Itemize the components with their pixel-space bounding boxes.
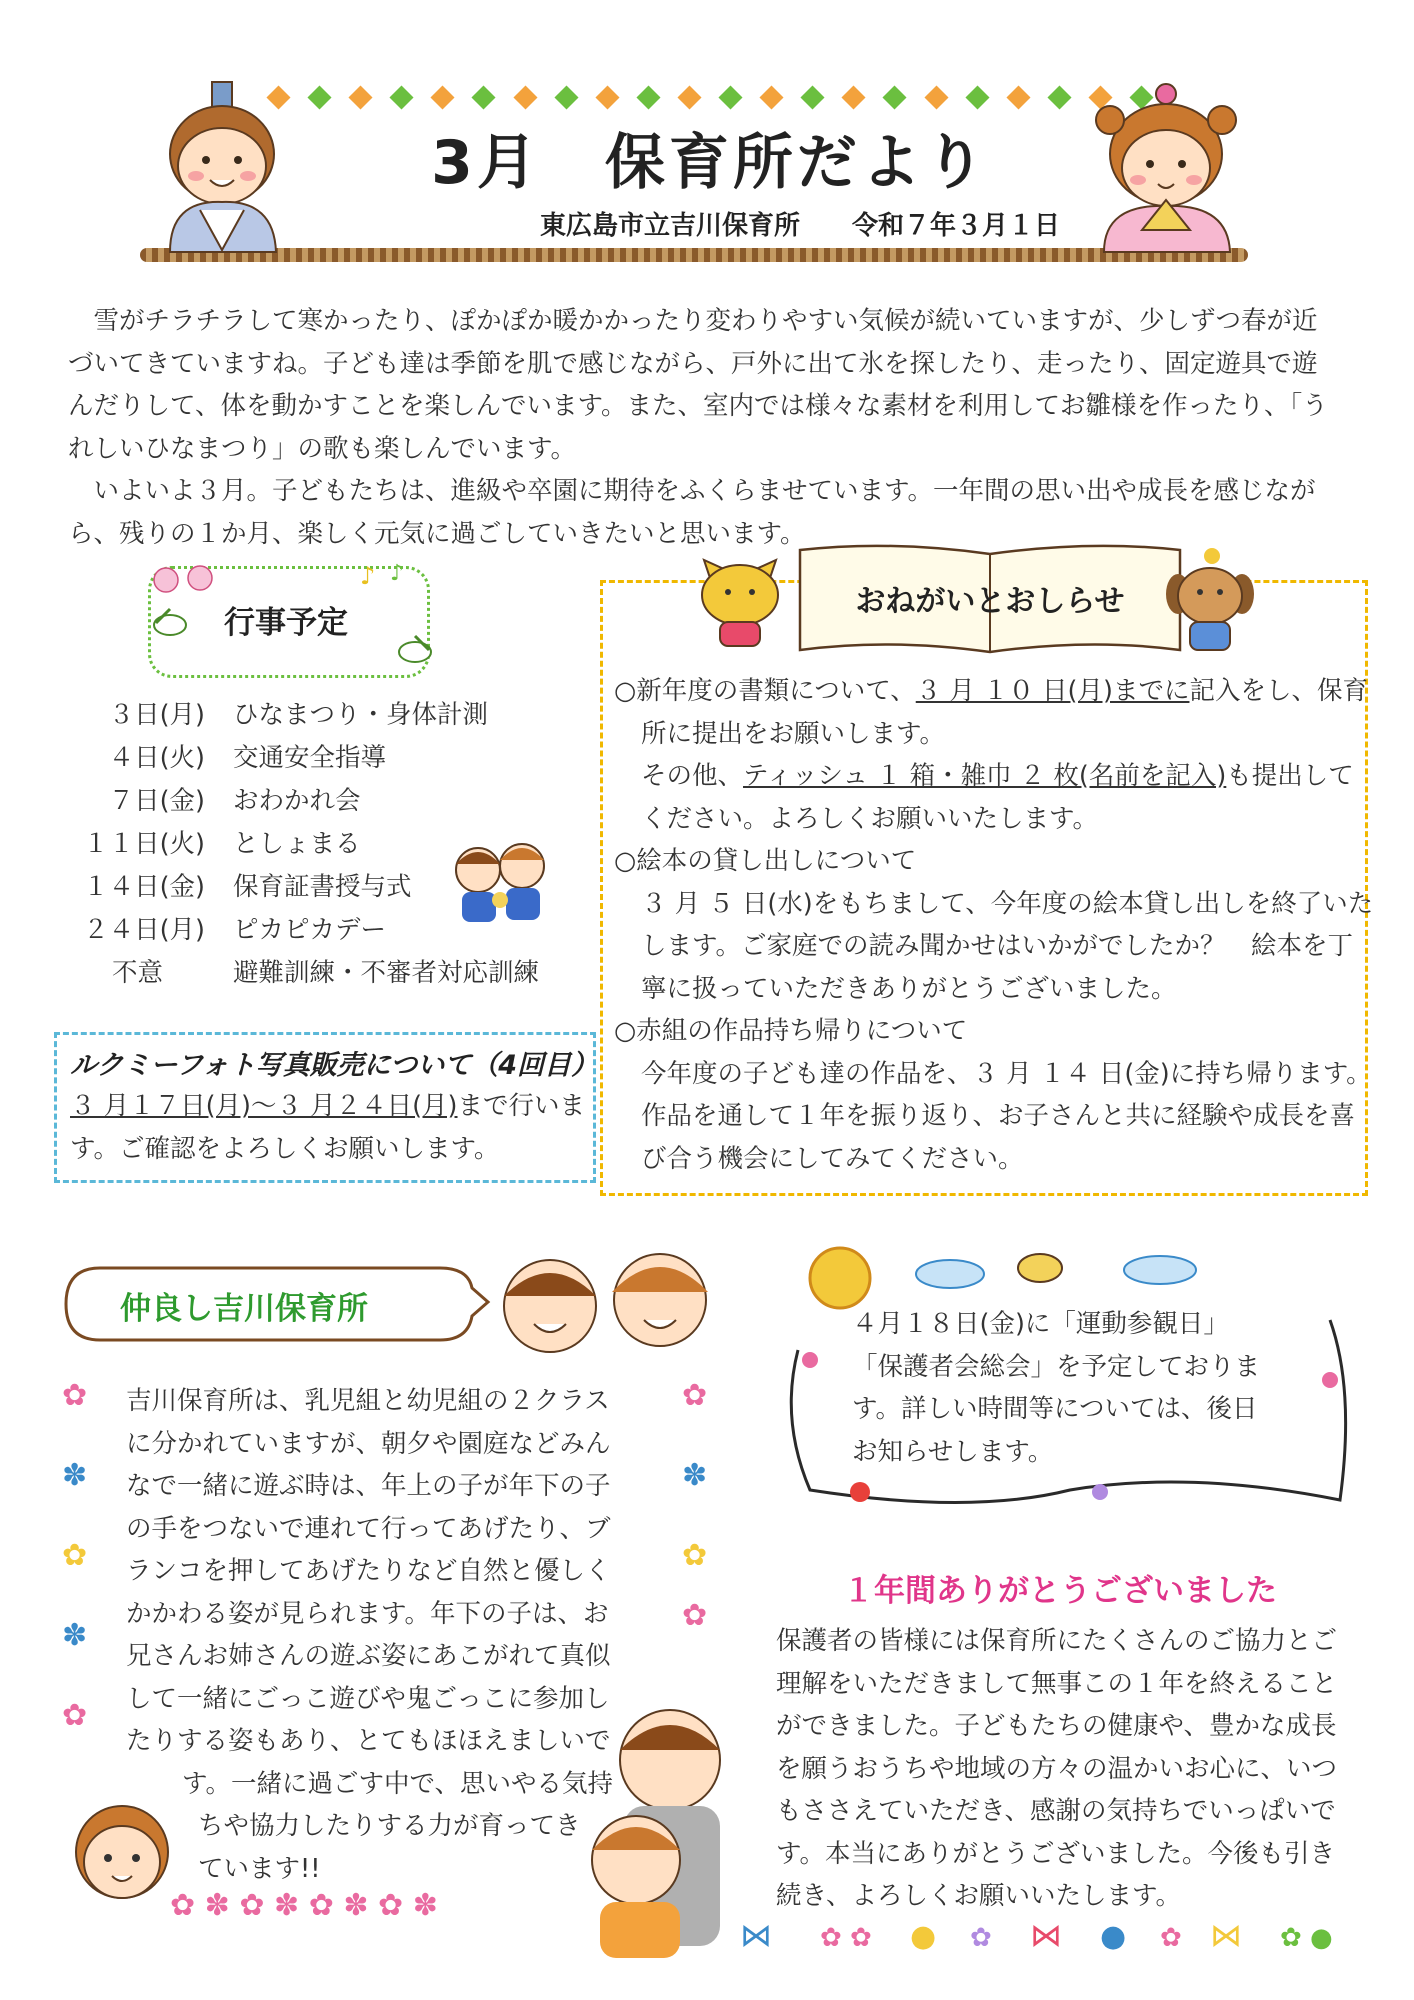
events-title: 行事予定	[224, 605, 348, 641]
notice-line	[614, 755, 1354, 798]
friends-text-line: ています!!	[198, 1853, 321, 1884]
thanks-text	[776, 1620, 1354, 1918]
svg-text:✿ ✿: ✿ ✿	[820, 1923, 872, 1953]
svg-text:●: ●	[1100, 1919, 1127, 1954]
children-faces-illustration	[490, 1240, 720, 1360]
sports-day-line: お知らせします。	[852, 1436, 1054, 1467]
intro-section	[68, 300, 1338, 555]
diamond-deco	[595, 85, 619, 109]
svg-text:✿: ✿	[970, 1923, 992, 1953]
event-date: ３日(月)	[108, 700, 205, 730]
friends-text-line: の手をつないで連れて行ってあげたり、ブ	[126, 1513, 611, 1544]
notice-text: 記入をし、保育	[1189, 676, 1368, 706]
items-to-submit: ティッシュ １ 箱・雑巾 ２ 枚(名前を記入)	[743, 761, 1227, 791]
diamond-deco	[1006, 85, 1030, 109]
diamond-deco	[472, 85, 496, 109]
thanks-text-line: す。本当にありがとうございました。今後も引き	[776, 1838, 1335, 1869]
music-note-icon	[360, 560, 420, 590]
diamond-deco	[924, 85, 948, 109]
event-name: 交通安全指導	[233, 743, 387, 773]
friends-section-title: 仲良し吉川保育所	[120, 1291, 368, 1327]
diamond-deco	[801, 85, 825, 109]
notice-line: ください。よろしくお願いいたします。	[641, 803, 1098, 834]
svg-text:✿: ✿	[682, 1378, 708, 1413]
flower-icon	[150, 560, 220, 600]
svg-text:✿: ✿	[682, 1598, 708, 1633]
diamond-deco	[390, 85, 414, 109]
event-name: としょまる	[233, 829, 361, 859]
event-row	[70, 738, 510, 774]
event-row	[70, 953, 540, 989]
friends-text-line: 兄さんお姉さんの遊ぶ姿にあこがれて真似	[126, 1641, 611, 1671]
diamond-deco	[883, 85, 907, 109]
diamond-deco	[308, 85, 332, 109]
svg-text:●: ●	[910, 1919, 937, 1954]
diamond-deco	[965, 85, 989, 109]
cat-illustration	[690, 540, 790, 650]
notice-title: おねがいとおしらせ	[855, 584, 1125, 619]
diamond-deco	[349, 85, 373, 109]
photo-sale-text-line: す。ご確認をよろしくお願いします。	[70, 1133, 500, 1164]
sports-day-line: 「保護者会総会」を予定しておりま	[852, 1351, 1261, 1382]
notice-line: します。ご家庭での読み聞かせはいかがでしたか？ 絵本を丁	[641, 931, 1353, 961]
intro-paragraph: いよいよ３月。子どもたちは、進級や卒園に期待をふくらませています。一年間の思い出や成長を感じながら、残りの１か月、楽しく元気に過ごしていきたいと思います。	[68, 476, 1316, 549]
hina-boy-doll-illustration	[140, 80, 310, 260]
diamond-deco	[431, 85, 455, 109]
event-date: ２４日(月)	[83, 915, 205, 945]
thanks-text-line: 保護者の皆様には保育所にたくさんのご協力とご	[776, 1626, 1338, 1656]
flower-column-decoration	[680, 1375, 720, 1635]
notice-text: も提出して	[1226, 761, 1354, 791]
friends-text-line: 吉川保育所は、乳児組と幼児組の２クラス	[126, 1386, 610, 1416]
notice-line: ○赤組の作品持ち帰りについて	[614, 1016, 968, 1046]
friends-text-line: ランコを押してあげたりなど自然と優しく	[126, 1556, 611, 1586]
notice-line: 所に提出をお願いします。	[641, 718, 945, 749]
friends-text-line: かかわる姿が見られます。年下の子は、お	[126, 1598, 609, 1629]
photo-sale-period: ３ 月１７日(月)～３ 月２４日(月)	[70, 1091, 458, 1121]
diamond-deco	[636, 85, 660, 109]
page-title: 3月 保育所だより	[431, 128, 989, 198]
photo-sale-title: ルクミーフォト写真販売について（4回目）	[70, 1050, 599, 1081]
diamond-deco	[677, 85, 701, 109]
event-date: ７日(金)	[108, 786, 205, 816]
diamond-deco	[513, 85, 537, 109]
children-illustration	[440, 830, 560, 930]
event-date: 不意	[111, 958, 163, 988]
event-row	[70, 695, 510, 731]
diamond-deco	[719, 85, 743, 109]
thanks-text-line: を願うおうちや地域の方々の温かいお心に、いつ	[776, 1753, 1338, 1784]
svg-text:✿: ✿	[62, 1538, 88, 1573]
sports-day-line: ４月１８日(金)に「運動参観日」	[852, 1309, 1229, 1339]
thanks-text-line: 続き、よろしくお願いいたします。	[776, 1881, 1181, 1911]
notice-line: び合う機会にしてみてください。	[641, 1143, 1024, 1174]
notice-line: 今年度の子ども達の作品を、３ 月 １４ 日(金)に持ち帰ります。	[641, 1058, 1372, 1089]
header-diamond-border	[270, 84, 1150, 112]
friends-text-line: ちや協力したりする力が育ってき	[198, 1811, 581, 1841]
notice-text: ○新年度の書類について、	[614, 676, 916, 706]
svg-text:✿: ✿	[62, 1698, 88, 1733]
event-name: おわかれ会	[233, 786, 361, 816]
svg-text:✿ ✽ ✿ ✽ ✿ ✽ ✿ ✽: ✿ ✽ ✿ ✽ ✿ ✽ ✿ ✽	[170, 1888, 438, 1923]
svg-text:⋈: ⋈	[1210, 1916, 1242, 1954]
family-illustration	[580, 1700, 730, 1960]
notice-line	[614, 670, 1368, 713]
intro-paragraph: 雪がチラチラして寒かったり、ぽかぽか暖かかったり変わりやすい気候が続いていますが、少しずつ春が近づいてきていますね。子ども達は季節を肌で感じながら、戸外に出て氷を探したり、走ったり、固定遊具で遊んだりして、体を動かすことを楽しんでいます。また、室内では様々な素材を利用してお雛様を作ったり、「うれしいひなまつり」の歌も楽しんでいます。	[68, 306, 1328, 464]
diamond-deco	[760, 85, 784, 109]
thanks-text-line: ができました。子どもたちの健康や、豊かな成長	[776, 1711, 1337, 1741]
friends-text-line: して一緒にごっこ遊びや鬼ごっこに参加し	[126, 1683, 610, 1714]
svg-text:✿ ●: ✿ ●	[1280, 1923, 1333, 1953]
flower-row-decoration	[170, 1885, 590, 1925]
event-date: ４日(火)	[108, 743, 205, 773]
notice-line: ○絵本の貸し出しについて	[614, 846, 917, 876]
thanks-text-line: 理解をいただきまして無事この１年を終えること	[776, 1668, 1338, 1699]
svg-text:✿: ✿	[682, 1538, 708, 1573]
document-deadline: ３ 月 １０ 日(月)までに	[915, 676, 1190, 706]
diamond-deco	[1047, 85, 1071, 109]
flower-column-decoration	[60, 1375, 100, 1775]
thanks-title: １年間ありがとうございました	[843, 1573, 1277, 1609]
thanks-text-line: もささえていただき、感謝の気持ちでいっぱいで	[776, 1796, 1336, 1826]
notice-line: ３ 月 ５ 日(水)をもちまして、今年度の絵本貸し出しを終了いた	[641, 888, 1374, 919]
event-name: ひなまつり・身体計測	[233, 700, 489, 730]
diamond-deco	[842, 85, 866, 109]
svg-text:⋈: ⋈	[1030, 1916, 1062, 1954]
event-row	[70, 781, 510, 817]
notice-line: 寧に扱っていただきありがとうございました。	[641, 973, 1177, 1004]
svg-text:♪: ♪	[360, 562, 376, 590]
friends-text-line: なで一緒に遊ぶ時は、年上の子が年下の子	[126, 1471, 611, 1501]
svg-text:✽: ✽	[62, 1618, 88, 1653]
svg-text:♪: ♪	[390, 561, 405, 586]
event-name: 保育証書授与式	[233, 872, 412, 902]
friends-text-line: す。一緒に過ごす中で、思いやる気持	[182, 1768, 613, 1799]
diamond-deco	[554, 85, 578, 109]
photo-sale-text-part: まで行いま	[457, 1091, 586, 1121]
sports-day-notice	[852, 1303, 1272, 1473]
svg-text:⋈: ⋈	[740, 1916, 772, 1954]
notice-text: その他、	[641, 761, 744, 791]
sports-day-line: す。詳しい時間等については、後日	[852, 1394, 1258, 1424]
photo-sale-text	[70, 1085, 585, 1170]
notice-body	[614, 670, 1374, 1180]
svg-text:✿: ✿	[62, 1378, 88, 1413]
svg-text:✽: ✽	[682, 1458, 708, 1493]
school-name-date: 東広島市立吉川保育所 令和７年３月１日	[540, 211, 1061, 241]
event-date: １１日(火)	[83, 829, 205, 859]
notice-line: 作品を通して１年を振り返り、お子さんと共に経験や成長を喜	[641, 1101, 1356, 1131]
friends-text-line: たりする姿もあり、とてもほほえましいで	[126, 1726, 611, 1756]
ribbon-bird-border-decoration	[740, 1910, 1380, 1960]
event-name: 避難訓練・不審者対応訓練	[233, 958, 540, 988]
event-name: ピカピカデー	[233, 915, 387, 945]
event-date: １４日(金)	[83, 872, 205, 902]
friends-section-text	[126, 1380, 626, 1890]
friends-text-line: に分かれていますが、朝夕や園庭などみん	[126, 1428, 611, 1459]
svg-text:✿: ✿	[1160, 1923, 1182, 1953]
svg-text:✽: ✽	[62, 1458, 88, 1493]
girl-illustration	[66, 1790, 176, 1910]
